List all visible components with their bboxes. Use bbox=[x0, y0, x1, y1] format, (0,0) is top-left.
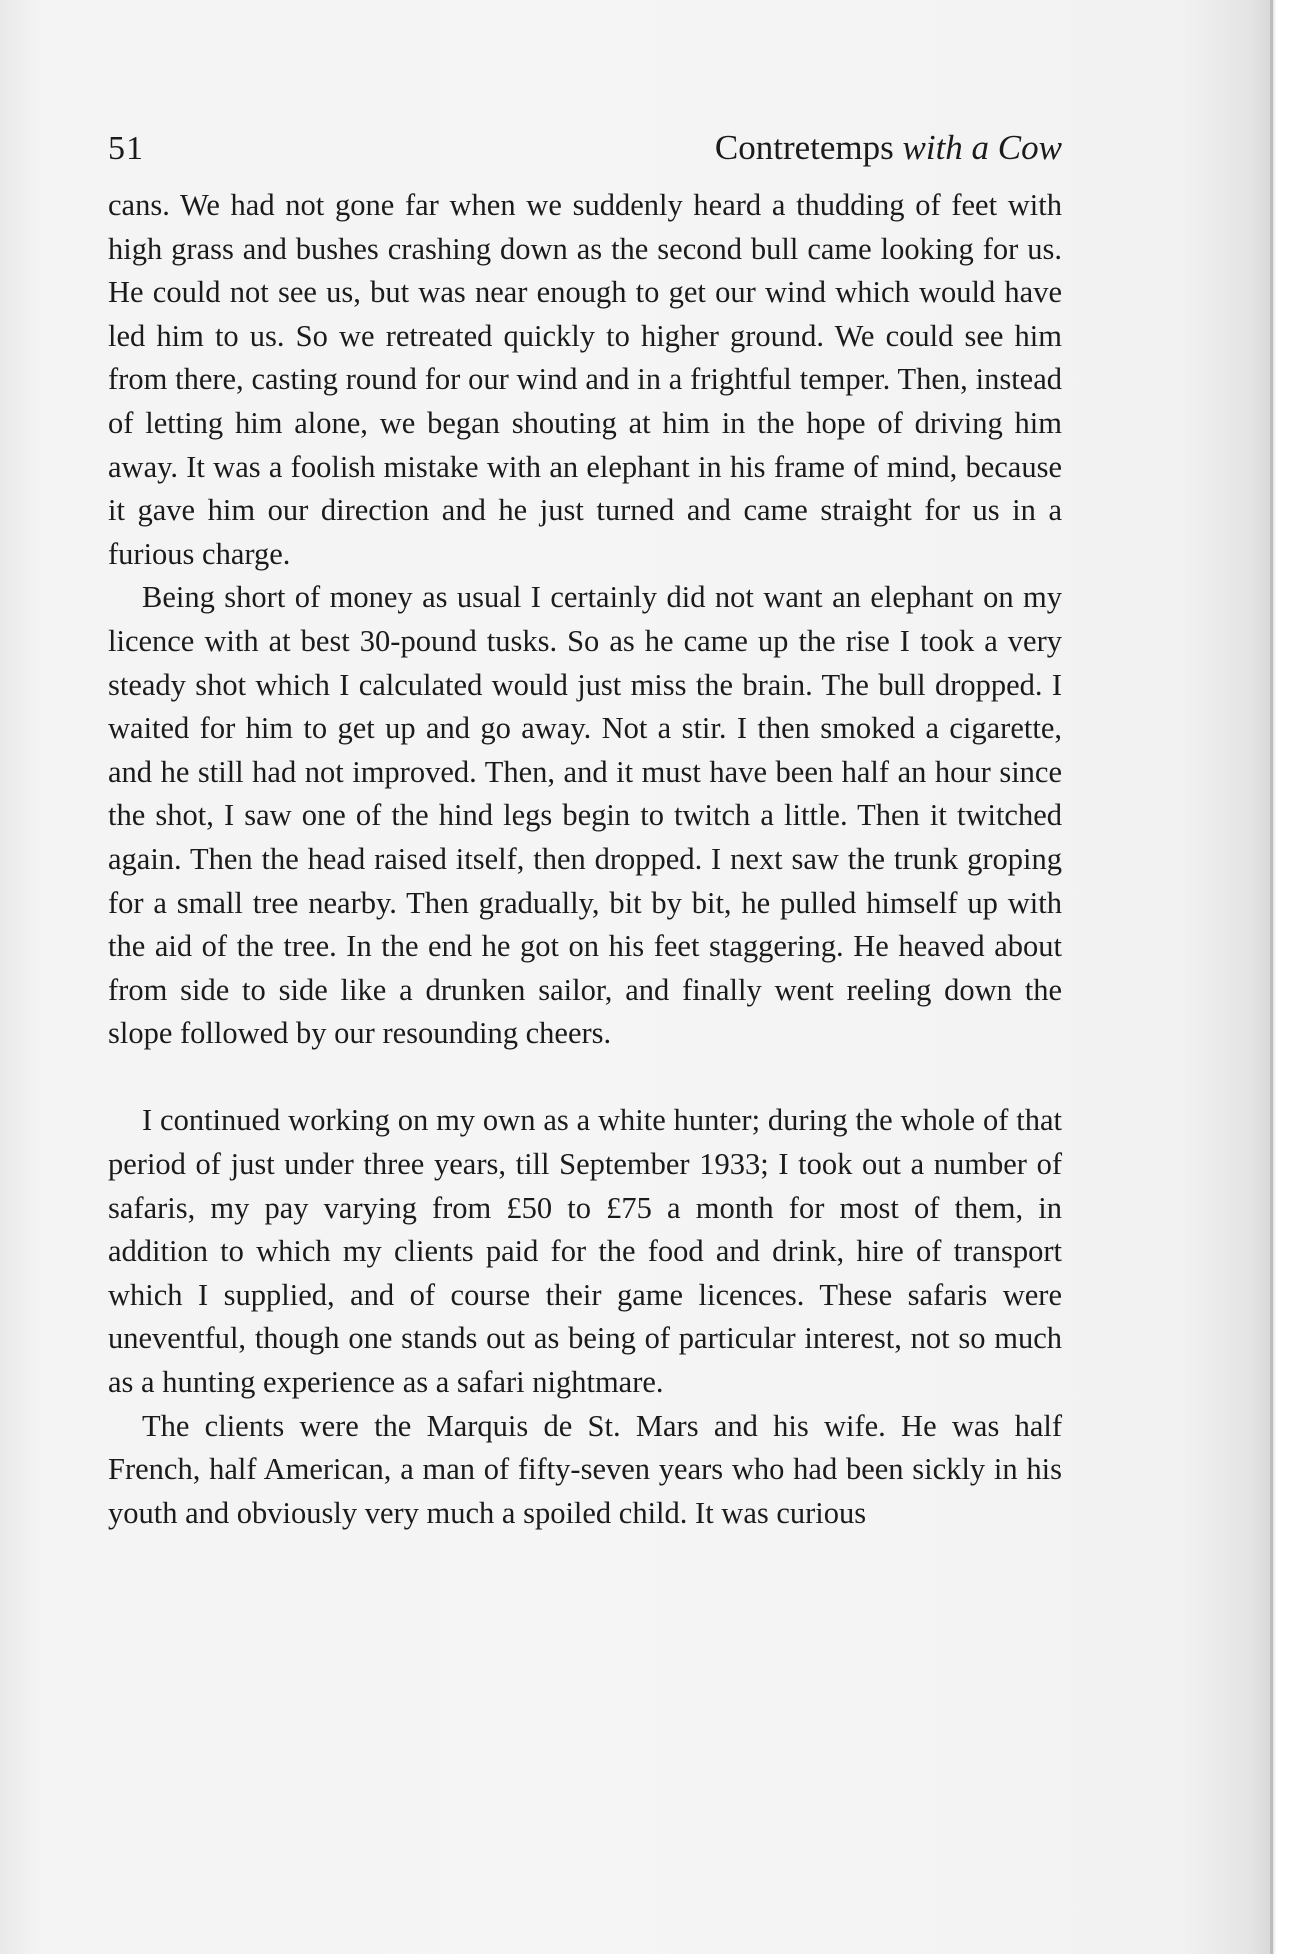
paragraph-1: cans. We had not gone far when we suddenly heard a thudding of feet with high grass and bushes crashing down as the second bull came looking for us. He could not see us, but was near enough to get our wind which would have led him to us. So we retreated quickly to higher ground. We could see him from there, casting round for our wind and in a frightful temper. Then, instead of letting him alone, we began shouting at him in the hope of driving him away. It was a foolish mistake with an elephant in his frame of mind, because it gave him our direction and he just turned and came straight for us in a furious charge. bbox=[108, 188, 1062, 571]
page-header bbox=[108, 128, 1062, 184]
paragraph-2: Being short of money as usual I certainly did not want an elephant on my licence with at best 30-pound tusks. So as he came up the rise I took a very steady shot which I calculated would just miss the brain. The bull dropped. I waited for him to get up and go away. Not a stir. I then smoked a cigarette, and he still had not improved. Then, and it must have been half an hour since the shot, I saw one of the hind legs begin to twitch a little. Then it twitched again. Then the head raised itself, then dropped. I next saw the trunk groping for a small tree nearby. Then gradually, bit by bit, he pulled himself up with the aid of the tree. In the end he got on his feet staggering. He heaved about from side to side like a drunken sailor, and finally went reeling down the slope followed by our resounding cheers. bbox=[108, 580, 1062, 1051]
running-head bbox=[715, 128, 1062, 168]
paragraph-4: The clients were the Marquis de St. Mars and his wife. He was half French, half American, a man of fifty-seven years who had been sickly in his youth and obviously very much a spoiled child. It was curious bbox=[108, 1408, 1062, 1530]
page-edge bbox=[1270, 0, 1273, 1954]
page-number: 51 bbox=[108, 130, 144, 167]
running-head-italic: with a Cow bbox=[902, 128, 1062, 167]
running-head-roman: Contretemps bbox=[714, 128, 894, 167]
paragraph-3: I continued working on my own as a white hunter; during the whole of that period of just under three years, till September 1933; I took out a number of safaris, my pay varying from £50 to £75 a month for most of them, in addition to which my clients paid for the food and drink, hire of transport which I supplied, and of course their game licences. These safaris were uneventful, though one stands out as being of particular interest, not so much as a hunting experience as a safari nightmare. bbox=[108, 1103, 1062, 1400]
body-text bbox=[108, 184, 1062, 1535]
